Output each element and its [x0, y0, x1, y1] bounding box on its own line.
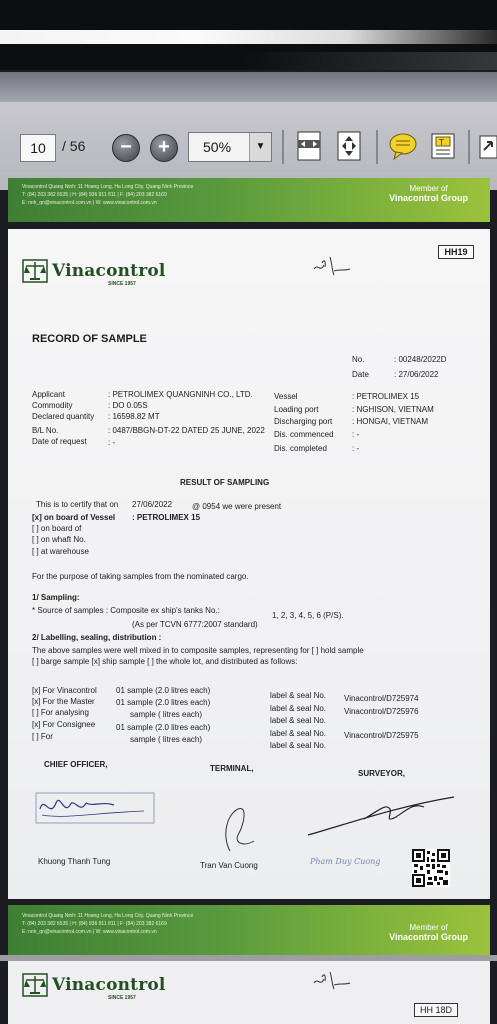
check-on-whaft: [ ] on whaft No. — [32, 535, 86, 544]
surveyor-signature — [304, 789, 464, 845]
group-name: Vinacontrol Group — [389, 193, 468, 203]
vinacontrol-logo — [22, 973, 166, 1001]
member-of-label: Member of — [409, 184, 448, 193]
toolbar-top-strip — [0, 72, 497, 102]
certify-text: This is to certify that on — [36, 500, 119, 509]
scale-logo-icon — [22, 973, 48, 997]
dist-sample-2: 01 sample (2.0 litres each) — [116, 698, 211, 707]
member-of-group — [389, 184, 468, 203]
certify-time: @ 0954 we were present — [192, 502, 282, 511]
bl-no-value: : 0487/BBGN-DT-22 DATED 25 JUNE, 2022 — [108, 426, 265, 435]
letterhead-banner-bottom — [8, 905, 490, 955]
declared-quantity-value: : 16598.82 MT — [108, 412, 160, 421]
dist-sample-5: sample ( litres each) — [130, 735, 203, 744]
labelling-text-line2: [ ] barge sample [x] ship sample [ ] the whole lot, and distributed as follows: — [32, 657, 298, 666]
text-annotation-icon[interactable] — [426, 128, 460, 164]
record-date-value: : 27/06/2022 — [394, 370, 439, 379]
zoom-value: 50% — [203, 139, 232, 155]
dist-label-5: label & seal No. — [270, 741, 327, 750]
dist-for-master: [x] For the Master — [32, 697, 95, 706]
applicant-label: Applicant — [32, 390, 65, 399]
initials-signature — [310, 969, 354, 993]
dist-for-vinacontrol: [x] For Vinacontrol — [32, 686, 97, 695]
loading-port-value: : NGHISON, VIETNAM — [352, 405, 434, 414]
document-page — [8, 229, 490, 899]
surveyor-heading: SURVEYOR, — [358, 769, 405, 778]
banner-address: Vinacontrol Quang Ninh: 11 Hoang Long, Ha Long City, Quang Ninh Province — [22, 184, 194, 190]
bl-no-label: B/L No. — [32, 426, 59, 435]
dist-label-4: label & seal No. — [270, 729, 327, 738]
banner-phone: T: (84) 203 382 6535 | H: (84) 936 911 811 | F: (84) 203 382 6169 — [22, 921, 167, 927]
source-of-samples: * Source of samples : Composite ex ship's tanks No.: — [32, 606, 220, 615]
dist-for-analysing: [ ] For analysing — [32, 708, 89, 717]
zoom-out-button[interactable]: − — [112, 134, 140, 162]
chief-officer-heading: CHIEF OFFICER, — [44, 760, 108, 769]
dist-sample-3: sample ( litres each) — [130, 710, 203, 719]
check-on-board-vessel: [x] on board of Vessel — [32, 513, 116, 522]
terminal-heading: TERMINAL, — [210, 764, 254, 773]
banner-address: Vinacontrol Quang Ninh: 11 Hoang Long, Ha Long City, Quang Ninh Province — [22, 913, 194, 919]
dist-seal-4: Vinacontrol/D725975 — [344, 731, 419, 740]
export-icon[interactable] — [476, 128, 497, 164]
page-number-input[interactable]: 10 — [20, 134, 56, 162]
chief-officer-stamp-signature — [24, 785, 164, 833]
toolbar-divider — [282, 130, 284, 164]
vessel-label: Vessel — [274, 392, 298, 401]
screen-reflection — [240, 52, 497, 70]
check-at-warehouse: [ ] at warehouse — [32, 547, 89, 556]
commodity-value: : DO 0.05S — [108, 401, 148, 410]
check-on-board-of: [ ] on board of — [32, 524, 82, 533]
chief-officer-name: Khuong Thanh Tung — [38, 857, 111, 866]
discharging-port-label: Discharging port — [274, 417, 333, 426]
dist-sample-1: 01 sample (2.0 litres each) — [116, 686, 211, 695]
form-code: HH 18D — [414, 1003, 458, 1017]
form-code: HH19 — [438, 245, 474, 259]
labelling-heading: 2/ Labelling, sealing, distribution : — [32, 633, 162, 642]
letterhead-banner-top — [8, 178, 490, 222]
vinacontrol-logo — [22, 259, 166, 287]
screen-top — [0, 0, 497, 70]
zoom-in-button[interactable]: + — [150, 134, 178, 162]
dist-label-1: label & seal No. — [270, 691, 327, 700]
member-of-label: Member of — [409, 923, 448, 932]
dis-completed-label: Dis. completed — [274, 444, 327, 453]
banner-email: E: nnh_qn@vinacontrol.com.vn | W: www.vinacontrol.com.vn — [22, 929, 157, 935]
member-of-group — [389, 923, 468, 942]
record-no-value: : 00248/2022D — [394, 355, 447, 364]
qr-code-icon — [412, 849, 450, 887]
commodity-label: Commodity — [32, 401, 73, 410]
screen-glare — [0, 30, 497, 44]
next-document-page — [8, 961, 490, 1024]
dis-commenced-label: Dis. commenced — [274, 430, 334, 439]
discharging-port-value: : HONGAI, VIETNAM — [352, 417, 429, 426]
dis-completed-value: : - — [352, 444, 360, 453]
surveyor-name-stamp: Pham Duy Cuong — [310, 857, 381, 866]
record-no-label: No. — [352, 355, 365, 364]
toolbar-divider — [468, 130, 470, 164]
logo-wordmark: Vinacontrol — [52, 975, 166, 995]
sampling-standard: (As per TCVN 6777:2007 standard) — [132, 620, 258, 629]
document-title: RECORD OF SAMPLE — [32, 333, 147, 345]
loading-port-label: Loading port — [274, 405, 319, 414]
result-heading: RESULT OF SAMPLING — [180, 478, 270, 487]
purpose-text: For the purpose of taking samples from the nominated cargo. — [32, 572, 249, 581]
banner-phone: T: (84) 203 382 6535 | H: (84) 936 911 811 | F: (84) 203 382 6169 — [22, 192, 167, 198]
vessel-name: : PETROLIMEX 15 — [132, 513, 201, 522]
dist-for-consignee: [x] For Consignee — [32, 720, 96, 729]
zoom-select[interactable] — [188, 132, 272, 162]
terminal-signature — [204, 801, 274, 855]
date-of-request-label: Date of request — [32, 437, 87, 446]
date-of-request-value: : - — [108, 438, 116, 447]
initials-signature — [310, 253, 354, 279]
banner-email: E: nnh_qn@vinacontrol.com.vn | W: www.vinacontrol.com.vn — [22, 200, 157, 206]
declared-quantity-label: Declared quantity — [32, 412, 95, 421]
dist-label-3: label & seal No. — [270, 716, 327, 725]
logo-wordmark: Vinacontrol — [52, 261, 166, 281]
dist-for-other: [ ] For — [32, 732, 53, 741]
applicant-value: : PETROLIMEX QUANGNINH CO., LTD. — [108, 390, 253, 399]
record-date-label: Date — [352, 370, 369, 379]
logo-since: SINCE 1957 — [108, 995, 136, 1001]
dist-label-2: label & seal No. — [270, 704, 327, 713]
certify-date: 27/06/2022 — [132, 500, 173, 509]
group-name: Vinacontrol Group — [389, 932, 468, 942]
dist-seal-1: Vinacontrol/D725974 — [344, 694, 419, 703]
vessel-value: : PETROLIMEX 15 — [352, 392, 420, 401]
logo-since: SINCE 1957 — [108, 281, 136, 287]
toolbar-divider — [376, 130, 378, 164]
scale-logo-icon — [22, 259, 48, 283]
terminal-name: Tran Van Cuong — [200, 861, 258, 870]
pdf-toolbar — [0, 72, 497, 190]
dist-sample-4: 01 sample (2.0 litres each) — [116, 723, 211, 732]
svg-text:T: T — [439, 138, 444, 147]
sampling-heading: 1/ Sampling: — [32, 593, 80, 602]
comment-icon[interactable] — [386, 128, 420, 164]
labelling-text-line1: The above samples were well mixed in to composite samples, representing for [ ] hold sample — [32, 646, 364, 655]
fit-page-icon[interactable] — [332, 128, 366, 164]
dist-seal-2: Vinacontrol/D725976 — [344, 707, 419, 716]
page-total-label: / 56 — [62, 138, 86, 154]
dis-commenced-value: : - — [352, 430, 360, 439]
fit-width-icon[interactable] — [292, 128, 326, 164]
chevron-down-icon[interactable]: ▼ — [249, 133, 271, 161]
tank-numbers: 1, 2, 3, 4, 5, 6 (P/S). — [272, 611, 344, 620]
